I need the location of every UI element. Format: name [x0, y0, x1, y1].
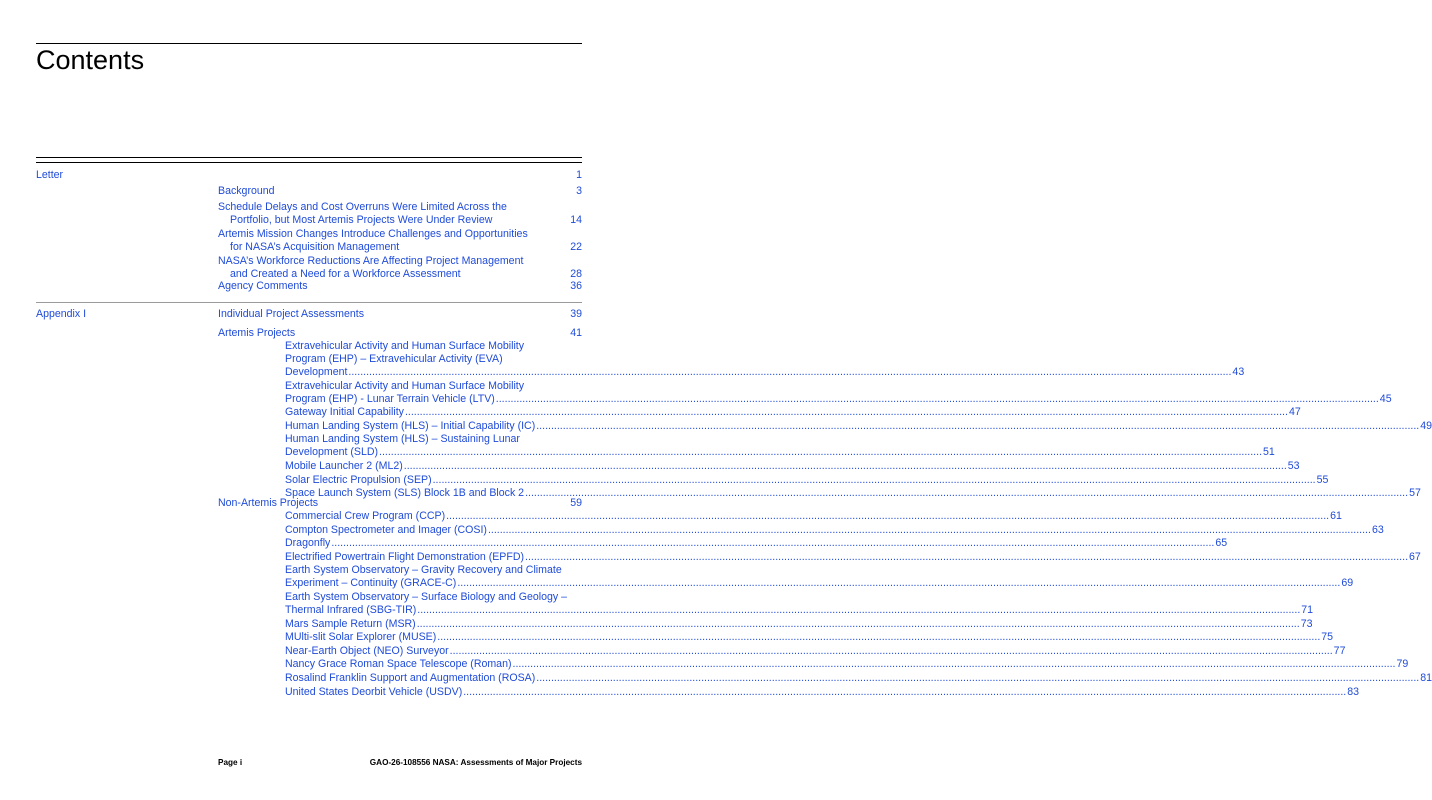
appendix-heading-page[interactable]: 39 [570, 308, 582, 320]
section-label-letter[interactable]: Letter [36, 169, 64, 181]
dot-leader: ............................................................................................................................................................................................................................................................................................................ [348, 366, 1232, 378]
nonartemis-toc-item[interactable] [285, 523, 1384, 537]
toc-entry-page[interactable]: 14 [570, 214, 582, 226]
dot-leader: ............................................................................................................................................................................................................................................................................................................ [432, 473, 1316, 486]
toc-item-text[interactable]: Development [285, 366, 348, 378]
toc-item-page[interactable]: 55 [1316, 473, 1329, 486]
dot-leader: ............................................................................................................................................................................................................................................................................................................ [525, 487, 1409, 500]
toc-entry-text[interactable]: for NASA’s Acquisition Management [230, 241, 400, 253]
toc-entry-text[interactable]: Background [218, 185, 275, 197]
nonartemis-toc-item[interactable] [285, 510, 1342, 523]
dot-leader: ............................................................................................................................................................................................................................................................................................................ [487, 523, 1371, 536]
section-divider [36, 302, 582, 303]
dot-leader: ............................................................................................................................................................................................................................................................................................................ [404, 406, 1288, 419]
toc-item-page[interactable]: 69 [1341, 577, 1354, 590]
toc-item-text[interactable]: MUlti-slit Solar Explorer (MUSE) [285, 631, 437, 644]
letter-toc-entry[interactable] [218, 228, 582, 254]
toc-entry-page[interactable]: 28 [570, 268, 582, 280]
toc-entry-text[interactable]: Schedule Delays and Cost Overruns Were Limited Across the [218, 201, 507, 213]
toc-item-page[interactable]: 47 [1288, 406, 1301, 419]
toc-item-text[interactable]: Human Landing System (HLS) – Sustaining Lunar [285, 433, 520, 446]
toc-item-text[interactable]: Development (SLD) [285, 446, 379, 459]
letter-toc-entry[interactable] [218, 255, 582, 281]
toc-item-page[interactable]: 57 [1409, 487, 1421, 500]
toc-item-text[interactable]: Program (EHP) – Extravehicular Activity (EVA) [285, 353, 503, 365]
artemis-toc-item[interactable] [285, 433, 1275, 459]
toc-item-text[interactable]: United States Deorbit Vehicle (USDV) [285, 685, 463, 698]
toc-item-page[interactable]: 83 [1347, 685, 1360, 698]
dot-leader: ............................................................................................................................................................................................................................................................................................................ [446, 510, 1330, 522]
dot-leader: ............................................................................................................................................................................................................................................................................................................ [331, 537, 1215, 550]
toc-item-text[interactable]: Mars Sample Return (MSR) [285, 617, 416, 630]
toc-item-text[interactable]: Dragonfly [285, 537, 331, 550]
dot-leader: ............................................................................................................................................................................................................................................................................................................ [403, 460, 1287, 472]
nonartemis-toc-item[interactable] [285, 685, 1360, 699]
toc-entry-page[interactable]: 3 [576, 185, 582, 197]
dot-leader: ............................................................................................................................................................................................................................................................................................................ [437, 631, 1321, 644]
toc-item-text[interactable]: Earth System Observatory – Surface Biology and Geology – [285, 591, 568, 603]
toc-item-page[interactable]: 53 [1287, 460, 1300, 472]
double-rule-upper [36, 157, 582, 158]
toc-item-text[interactable]: Solar Electric Propulsion (SEP) [285, 473, 432, 486]
toc-item-text[interactable]: Human Landing System (HLS) – Initial Capability (IC) [285, 419, 536, 432]
artemis-toc-item[interactable] [285, 340, 1245, 379]
dot-leader: ............................................................................................................................................................................................................................................................................................................ [525, 550, 1409, 563]
dot-leader: ............................................................................................................................................................................................................................................................................................................ [512, 658, 1396, 671]
toc-entry-text[interactable]: and Created a Need for a Workforce Assessment [230, 268, 461, 280]
footer-page-number: Page i [218, 758, 243, 767]
footer-report-id: GAO-26-108556 NASA: Assessments of Major Projects [369, 758, 582, 767]
nonartemis-heading-text[interactable]: Non-Artemis Projects [218, 497, 319, 509]
toc-entry-text[interactable]: Agency Comments [218, 280, 308, 292]
toc-item-text[interactable]: Extravehicular Activity and Human Surface Mobility [285, 340, 525, 352]
toc-item-page[interactable]: 71 [1301, 604, 1314, 616]
artemis-toc-item[interactable] [285, 379, 1392, 406]
dot-leader: ............................................................................................................................................................................................................................................................................................................ [416, 617, 1300, 630]
toc-item-page[interactable]: 67 [1409, 550, 1421, 563]
artemis-heading-text[interactable]: Artemis Projects [218, 327, 296, 339]
appendix-heading-text[interactable]: Individual Project Assessments [218, 308, 365, 320]
toc-item-page[interactable]: 73 [1300, 617, 1313, 630]
toc-entry-text[interactable]: Artemis Mission Changes Introduce Challenges and Opportunities [218, 228, 528, 240]
dot-leader: ............................................................................................................................................................................................................................................................................................................ [379, 446, 1263, 459]
dot-leader: ............................................................................................................................................................................................................................................................................................................ [536, 419, 1420, 432]
letter-page-number[interactable] [218, 169, 582, 182]
letter-toc-entry[interactable] [218, 185, 582, 198]
artemis-toc-item[interactable] [285, 473, 1329, 487]
toc-item-page[interactable]: 43 [1232, 366, 1245, 378]
nonartemis-heading-page[interactable]: 59 [570, 497, 582, 509]
toc-item-text[interactable]: Compton Spectrometer and Imager (COSI) [285, 523, 487, 536]
nonartemis-toc-item[interactable] [285, 617, 1313, 631]
toc-item-text[interactable]: Extravehicular Activity and Human Surface Mobility [285, 379, 525, 392]
dot-leader: ............................................................................................................................................................................................................................................................................................................ [495, 392, 1379, 405]
toc-item-text[interactable]: Commercial Crew Program (CCP) [285, 510, 446, 522]
toc-entry-page[interactable]: 36 [570, 280, 582, 292]
toc-item-text[interactable]: Near-Earth Object (NEO) Surveyor [285, 644, 449, 657]
nonartemis-toc-item[interactable] [285, 550, 1421, 564]
toc-item-text[interactable]: Earth System Observatory – Gravity Recovery and Climate [285, 564, 562, 577]
nonartemis-toc-item[interactable] [285, 537, 1228, 550]
artemis-toc-item[interactable] [285, 406, 1301, 419]
nonartemis-toc-item[interactable] [285, 644, 1346, 658]
dot-leader: ............................................................................................................................................................................................................................................................................................................ [457, 577, 1341, 590]
artemis-toc-item[interactable] [285, 460, 1300, 473]
toc-item-page[interactable]: 49 [1420, 419, 1432, 432]
toc-item-text[interactable]: Electrified Powertrain Flight Demonstration (EPFD) [285, 550, 525, 563]
dot-leader: ............................................................................................................................................................................................................................................................................................................ [449, 644, 1333, 657]
toc-item-text[interactable]: Program (EHP) - Lunar Terrain Vehicle (LTV) [285, 392, 495, 405]
nonartemis-heading[interactable] [218, 497, 582, 510]
letter-toc-entry[interactable] [218, 201, 582, 227]
nonartemis-toc-item[interactable] [285, 631, 1334, 644]
double-rule-lower [36, 162, 582, 163]
toc-item-page[interactable]: 51 [1263, 446, 1275, 459]
toc-item-page[interactable]: 77 [1333, 644, 1346, 657]
nonartemis-toc-item[interactable] [285, 591, 1314, 617]
dot-leader: ............................................................................................................................................................................................................................................................................................................ [417, 604, 1301, 616]
letter-page[interactable]: 1 [576, 169, 582, 181]
appendix-heading[interactable] [218, 308, 582, 321]
toc-item-text[interactable]: Mobile Launcher 2 (ML2) [285, 460, 403, 472]
toc-item-text[interactable]: Space Launch System (SLS) Block 1B and Block 2 [285, 487, 525, 500]
toc-item-text[interactable]: Nancy Grace Roman Space Telescope (Roman) [285, 658, 512, 671]
nonartemis-toc-item[interactable] [285, 564, 1354, 590]
letter-toc-entry[interactable] [218, 280, 582, 293]
toc-item-page[interactable]: 65 [1215, 537, 1228, 550]
toc-item-text[interactable]: Gateway Initial Capability [285, 406, 404, 419]
toc-item-text[interactable]: Rosalind Franklin Support and Augmentation (ROSA) [285, 672, 536, 684]
toc-item-page[interactable]: 45 [1379, 392, 1392, 405]
dot-leader: ............................................................................................................................................................................................................................................................................................................ [536, 672, 1420, 684]
section-label-appendix[interactable]: Appendix I [36, 308, 87, 320]
toc-item-page[interactable]: 81 [1420, 672, 1432, 684]
toc-item-page[interactable]: 75 [1321, 631, 1334, 644]
artemis-toc-item[interactable] [285, 419, 1432, 433]
toc-item-text[interactable]: Experiment – Continuity (GRACE-C) [285, 577, 457, 590]
toc-item-page[interactable]: 79 [1396, 658, 1409, 671]
page-title: Contents [36, 45, 145, 75]
artemis-heading[interactable] [218, 327, 582, 340]
toc-entry-page[interactable]: 22 [570, 241, 582, 253]
toc-item-text[interactable]: Thermal Infrared (SBG-TIR) [285, 604, 417, 616]
nonartemis-toc-item[interactable] [285, 658, 1409, 671]
dot-leader: ............................................................................................................................................................................................................................................................................................................ [463, 685, 1347, 698]
toc-item-page[interactable]: 61 [1330, 510, 1342, 522]
artemis-heading-page[interactable]: 41 [570, 327, 582, 339]
toc-entry-text[interactable]: NASA’s Workforce Reductions Are Affecting Project Management [218, 255, 524, 267]
toc-entry-text[interactable]: Portfolio, but Most Artemis Projects Were Under Review [230, 214, 493, 226]
toc-item-page[interactable]: 63 [1371, 523, 1384, 536]
nonartemis-toc-item[interactable] [285, 672, 1432, 685]
